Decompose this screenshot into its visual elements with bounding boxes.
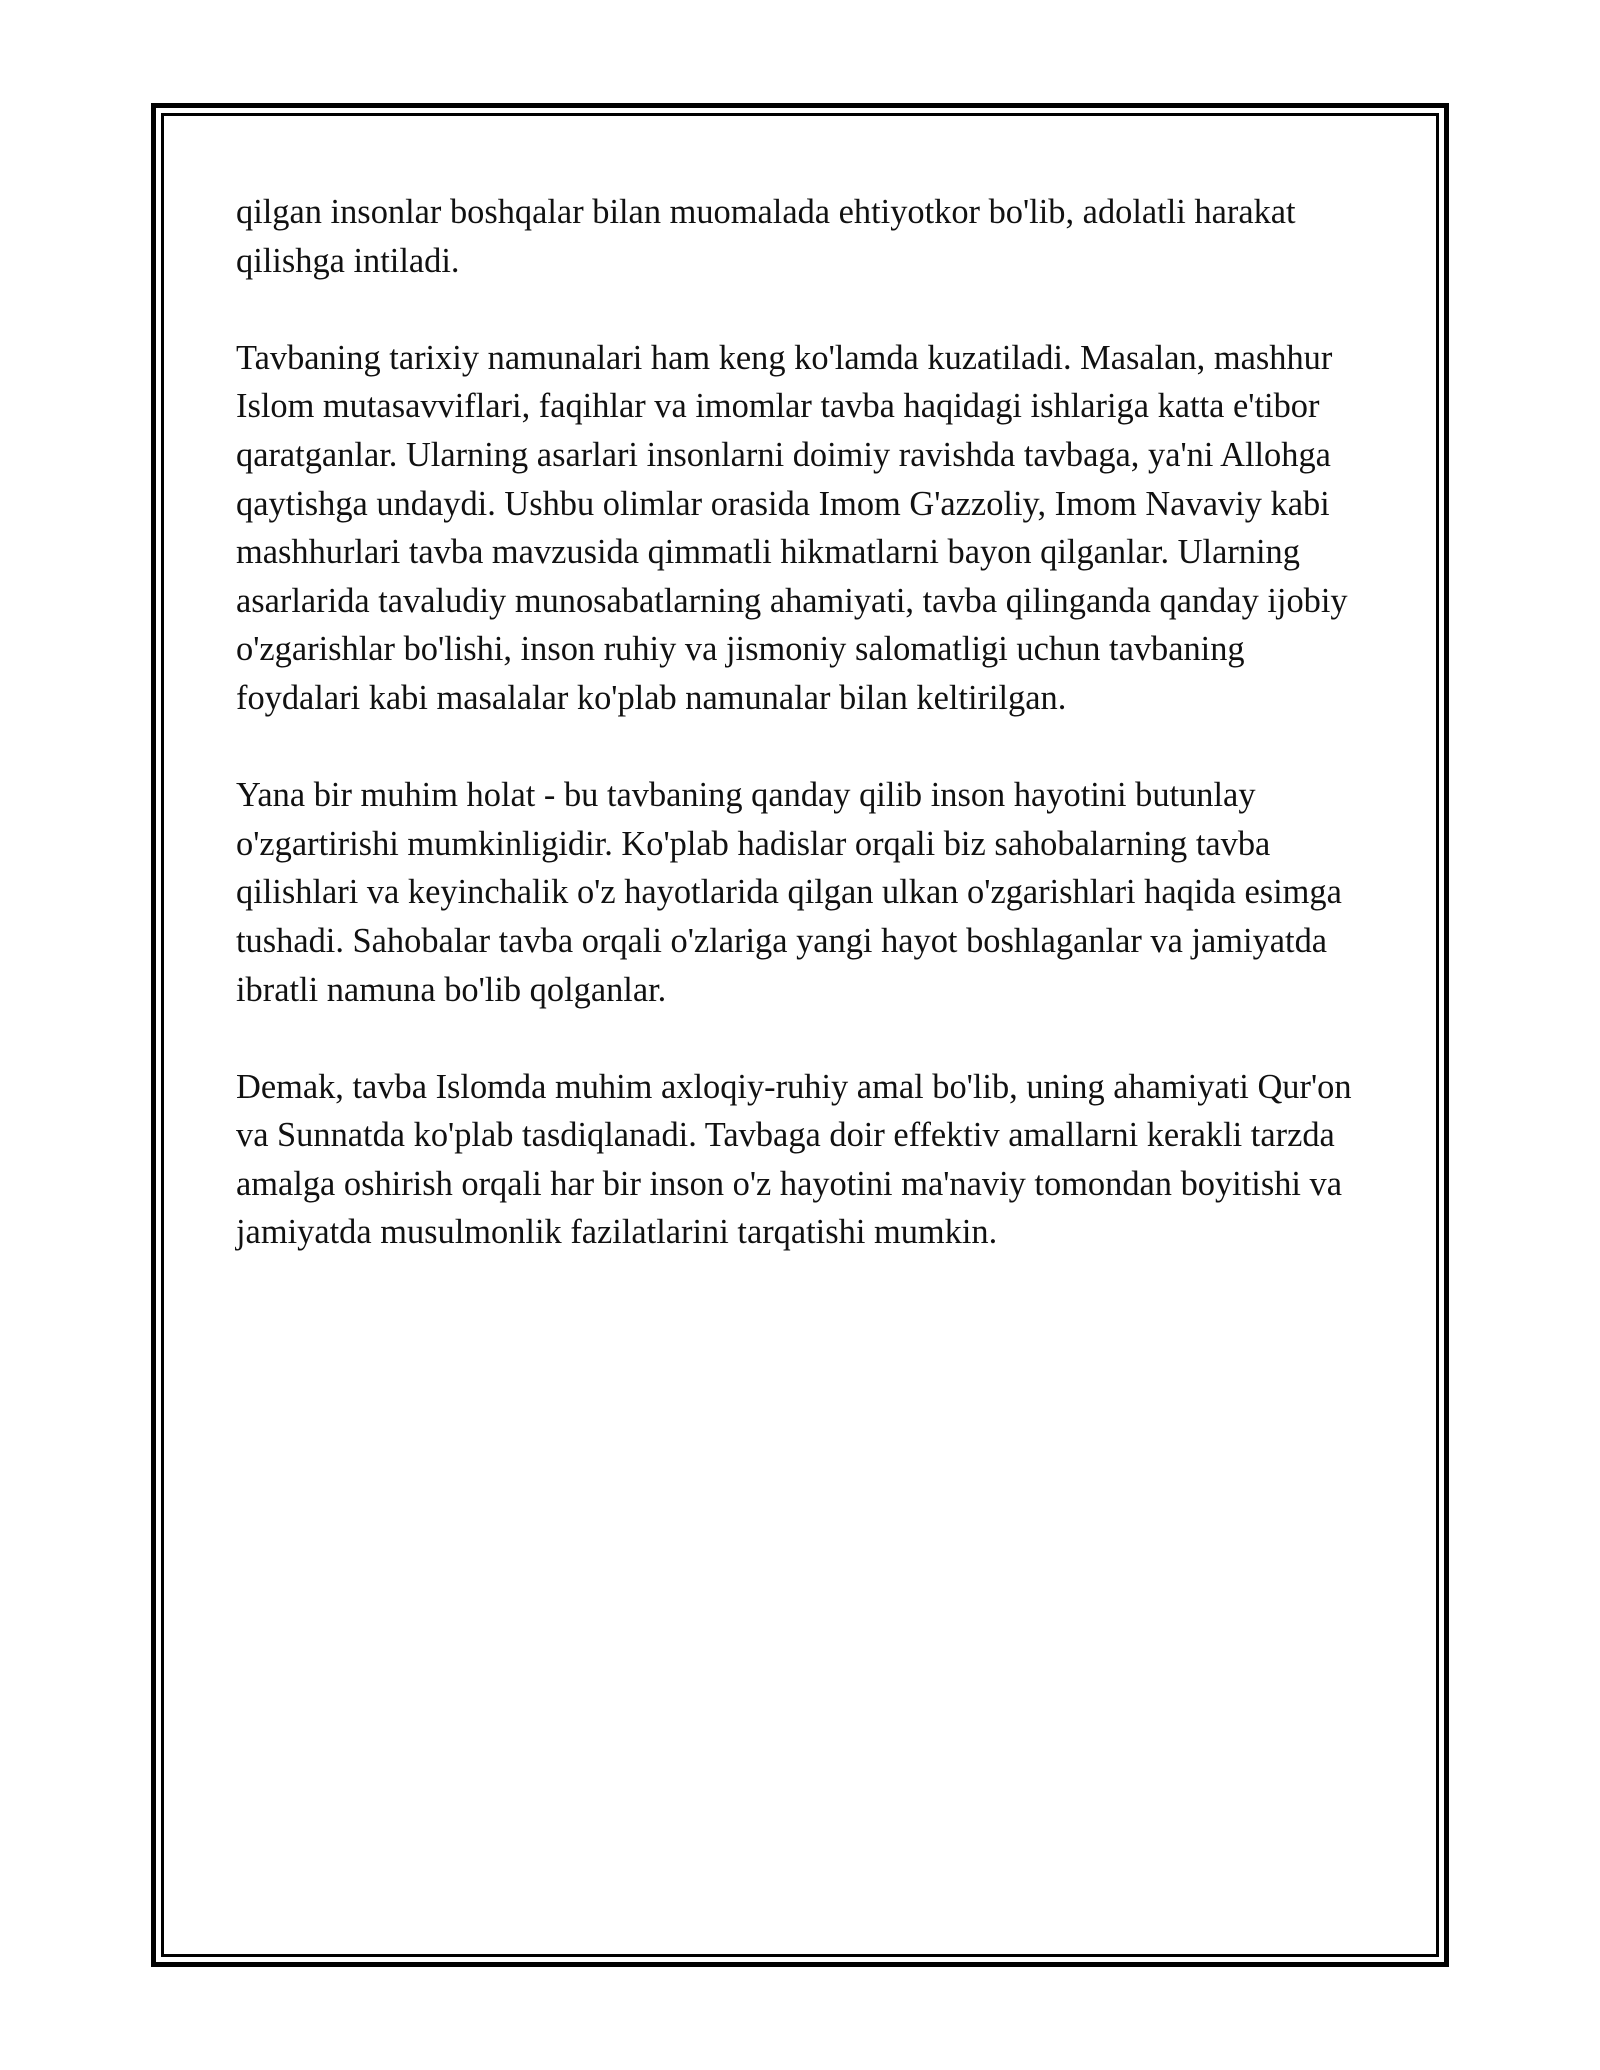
paragraph-3: Yana bir muhim holat - bu tavbaning qanday qilib inson hayotini butunlay o'zgartirishi mumkinligidir. Ko'plab hadislar orqali biz sahobalarning tavba qilishlari va keyinchalik o'z hayotlarida qilgan ulkan o'zgarishlari haqida esimga tushadi. Sahobalar tavba orqali o'zlariga yangi hayot boshlaganlar va jamiyatda ibratli namuna bo'lib qolganlar. (236, 776, 1342, 1009)
document-body (236, 188, 1376, 1257)
paragraph-2: Tavbaning tarixiy namunalari ham keng ko'lamda kuzatiladi. Masalan, mashhur Islom mutasavviflari, faqihlar va imomlar tavba haqidagi ishlariga katta e'tibor qaratganlar. Ularning asarlari insonlarni doimiy ravishda tavbaga, ya'ni Allohga qaytishga undaydi. Ushbu olimlar orasida Imom G'azzoliy, Imom Navaviy kabi mashhurlari tavba mavzusida qimmatli hikmatlarni bayon qilganlar. Ularning asarlarida tavaludiy munosabatlarning ahamiyati, tavba qilinganda qanday ijobiy o'zgarishlar bo'lishi, inson ruhiy va jismoniy salomatligi uchun tavbaning foydalari kabi masalalar ko'plab namunalar bilan keltirilgan. (236, 338, 1348, 717)
paragraph-1: qilgan insonlar boshqalar bilan muomalada ehtiyotkor bo'lib, adolatli harakat qilishga intiladi. (236, 193, 1296, 280)
paragraph-4: Demak, tavba Islomda muhim axloqiy-ruhiy amal bo'lib, uning ahamiyati Qur'on va Sunnatda ko'plab tasdiqlanadi. Tavbaga doir effektiv amallarni kerakli tarzda amalga oshirish orqali har bir inson o'z hayotini ma'naviy tomondan boyitishi va jamiyatda musulmonlik fazilatlarini tarqatishi mumkin. (236, 1067, 1352, 1252)
